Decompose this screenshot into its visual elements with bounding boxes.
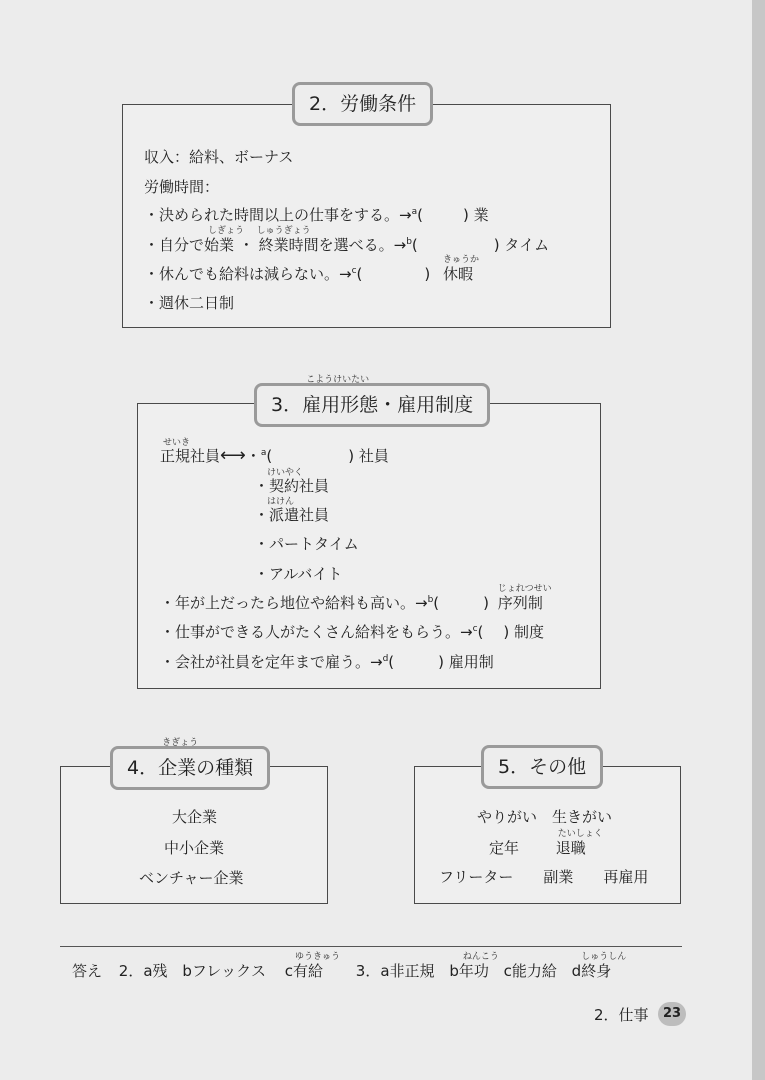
merit-item: ・仕事ができる人がたくさん給料をもらう。→$^c$( ) 制度 [160, 623, 545, 641]
section-other-title: 5．その他 [481, 745, 603, 789]
page-number-badge: 23 [658, 1002, 686, 1026]
large-company-item: 大企業 [172, 808, 218, 826]
venture-company-item: ベンチャー企業 [139, 869, 244, 887]
arbeit-item: ・アルバイト [254, 565, 343, 583]
lifetime-employment-item: ・会社が社員を定年まで雇う。→$^d$( ) 雇用制 [160, 653, 494, 671]
overtime-item: ・決められた時間以上の仕事をする。→$^a$( ) 業 [144, 206, 489, 224]
part-time-item: ・パートタイム [254, 535, 359, 553]
section-working-conditions-title: 2．労働条件 [292, 82, 433, 126]
seniority-item: ・年が上だったら地位や給料も高い。→$^b$( ) じょれつせい 序列制 [160, 584, 552, 612]
answers-line: 答え 2．a残 bフレックス c ゆうきゅう 有給 3．a非正規 b ねんこう 年功 c能力給 d しゅうしん 終身 [72, 952, 627, 980]
teinen-line: 定年 たいしょく 退職 [489, 829, 603, 857]
dispatch-employee-item: はけん ・派遣社員 [254, 497, 330, 524]
page-edge [752, 0, 765, 1080]
working-hours-line: 労働時間： [144, 178, 220, 196]
small-company-item: 中小企業 [164, 839, 225, 857]
yarigai-line: やりがい 生きがい [477, 808, 613, 826]
five-day-week-item: ・週休二日制 [144, 294, 235, 312]
contract-employee-item: けいやく ・契約社員 [254, 468, 330, 495]
income-line: 収入：給料、ボーナス [144, 148, 294, 166]
answers-divider [60, 946, 682, 947]
section-employment-title: 3． こようけいたい 雇用形態・雇用制度 [254, 383, 490, 427]
paid-leave-item: ・休んでも給料は減らない。→$^c$( ) きゅうか 休暇 [144, 255, 480, 283]
freeter-line: フリーター 副業 再雇用 [439, 868, 649, 886]
section-company-types-title: 4． きぎょう 企業の種類 [110, 746, 270, 790]
flex-time-item: ・自分で しぎょう 始業 ・ しゅうぎょう 終業時間を選べる。→$^b$( ) タイム [144, 226, 550, 254]
regular-employee-line: せいき 正規社員⟷・$^a$( ) 社員 [160, 438, 389, 466]
chapter-label: 2．仕事 [594, 1006, 649, 1024]
